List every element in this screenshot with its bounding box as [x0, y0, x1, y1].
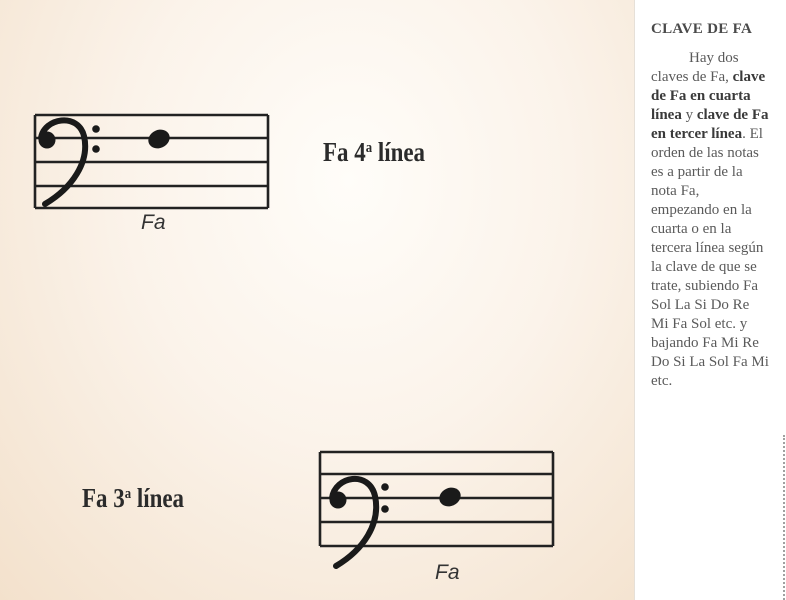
top-note-head	[145, 126, 173, 152]
top-staff	[35, 115, 268, 208]
top-clef-label: Fa 4$^a$ línea	[323, 137, 426, 167]
bottom-staff	[320, 452, 553, 546]
sidebar-paragraph: Hay dos claves de Fa, clave de Fa en cuarta línea y clave de Fa en tercer línea. El orden de las notas es a partir de la nota Fa, empezando en la cuarta o en la tercera línea según la clave de que se trate, subiendo Fa Sol La Si Do Re Mi Fa Sol etc. y bajando Fa Mi Re Do Si La Sol Fa Mi etc.	[651, 50, 769, 389]
bottom-note-head	[436, 484, 464, 510]
bold-term-fourth-line: clave de Fa en cuarta línea	[651, 69, 766, 123]
panel-divider	[634, 0, 635, 600]
bottom-clef-label: Fa 3$^a$ línea	[82, 483, 185, 513]
dotted-border	[783, 435, 785, 600]
top-note-name: Fa	[141, 211, 166, 234]
sidebar-title: CLAVE DE FA	[651, 21, 753, 37]
bottom-note-name: Fa	[435, 561, 460, 584]
bold-term-third-line: clave de Fa en tercer línea	[651, 107, 769, 142]
description-sidebar	[651, 20, 769, 391]
